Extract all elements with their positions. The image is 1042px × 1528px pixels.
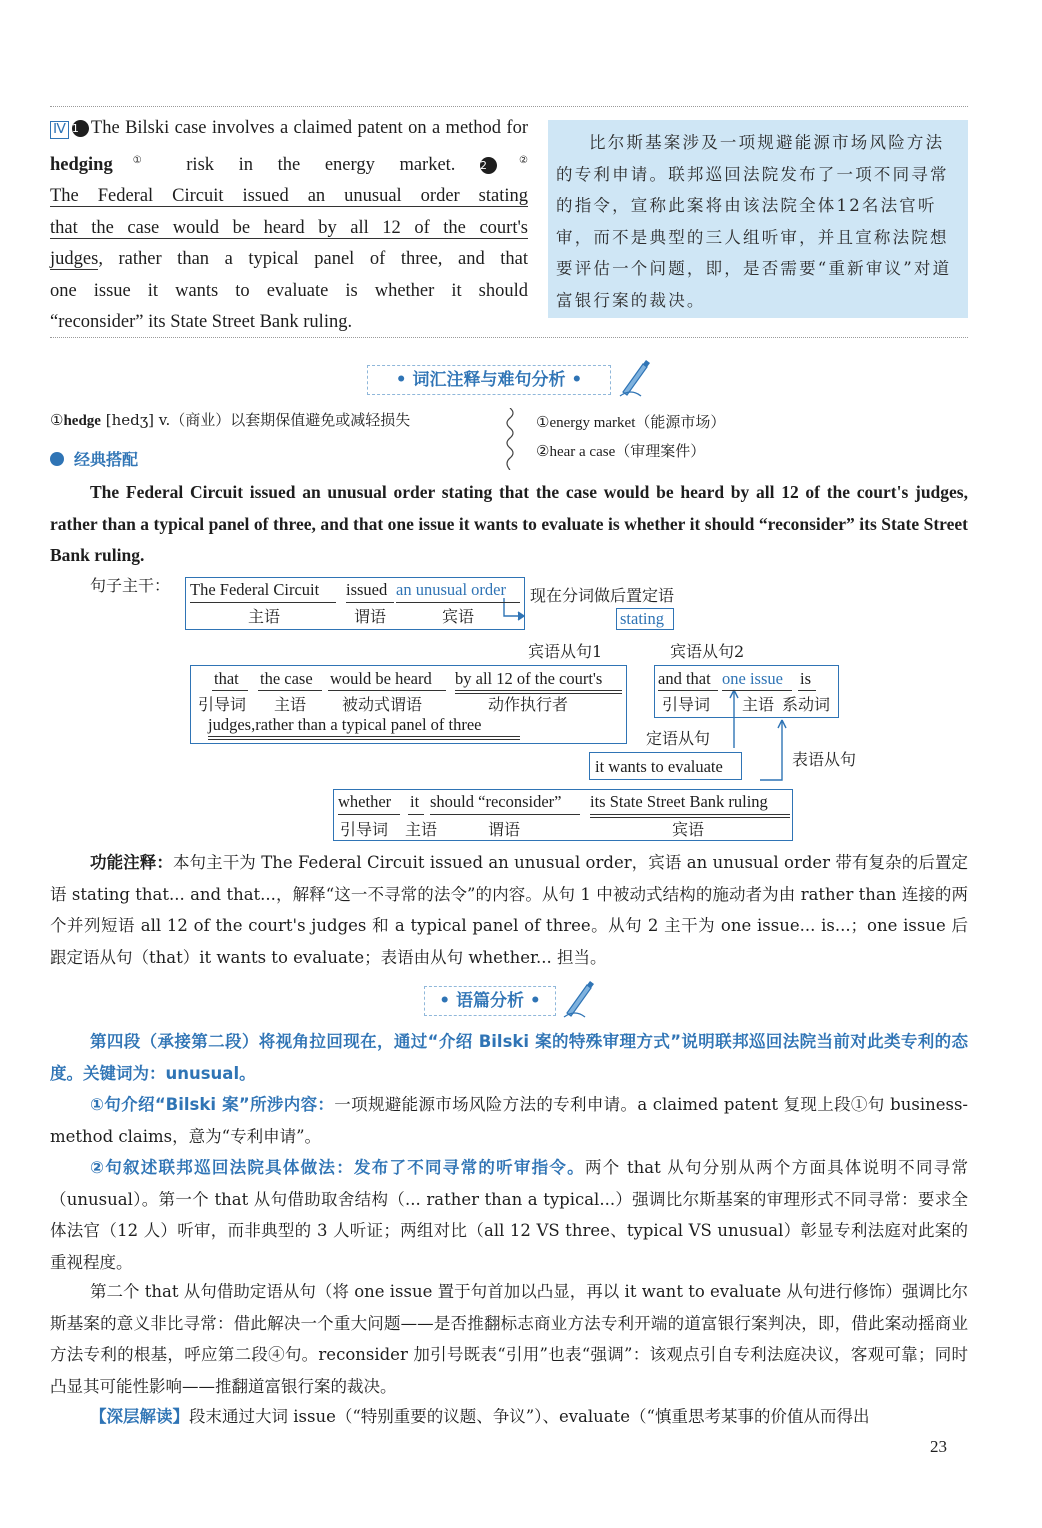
footnote-2: ②	[499, 154, 528, 166]
deep-reading-head: 【深层解读】	[90, 1407, 189, 1426]
p-label-object: 宾语	[672, 820, 705, 839]
collocation-label: 经典搭配	[74, 450, 139, 469]
predicative-label: 表语从句	[792, 750, 857, 769]
discourse-intro: 第四段（承接第二段）将视角拉回现在，通过“介绍 Bilski 案的特殊审理方式”说明联邦巡回法院当前对此类专利的态度。关键词为：unusual。	[50, 1032, 968, 1083]
p-label-intro: 引导词	[340, 820, 389, 839]
c1-agent: by all 12 of the court's	[455, 669, 603, 688]
pen-icon-2	[561, 979, 595, 1019]
sentence-2-line-2: that the case would be heard by all 12 of the court's	[50, 217, 528, 238]
sentence-2-line-4: one issue it wants to evaluate is whether it should	[50, 280, 528, 301]
sentence-number-1: 1	[72, 120, 89, 137]
sentence-number-2: 2	[480, 157, 497, 174]
p-label-subject: 主语	[405, 820, 438, 839]
discourse-p1	[50, 1089, 968, 1152]
top-divider	[50, 106, 968, 107]
diagram-verb: issued	[346, 580, 388, 599]
c2-label-subject: 主语	[742, 695, 775, 714]
passage-translation	[548, 120, 968, 318]
attributive-text: it wants to evaluate	[595, 757, 723, 776]
bullet-icon	[50, 452, 64, 466]
discourse-p2-head: ②句叙述联邦巡回法院具体做法：发布了不同寻常的听审指令。	[90, 1158, 585, 1177]
c1-underline-verb	[328, 690, 446, 691]
p-should: should “reconsider”	[430, 792, 562, 811]
translation-text: 比尔斯基案涉及一项规避能源市场风险方法的专利申请。联邦巡回法院发布了一项不同寻常的指令，宣称此案将由该法院全体12名法官听审，而不是典型的三人组听审，并且宣称法院想要评估一个问题，即，是否需要“重新审议”对道富银行案的裁决。	[556, 133, 952, 310]
p-object: its State Street Bank ruling	[590, 792, 768, 811]
c1-label-verb: 被动式谓语	[342, 695, 423, 714]
underline-object	[396, 602, 520, 603]
c1-verb: would be heard	[330, 669, 432, 688]
main-clause-label: 句子主干：	[90, 576, 171, 595]
discourse-p3: 第二个 that 从句借助定语从句（将 one issue 置于句首加以凸显，再以 it want to evaluate 从句进行修饰）强调比尔斯基案的意义非比寻常：借此解决一个重大问题——是否推翻标志商业方法专利开端的道富银行案判决，即，借此案动摇商业方法专利的根基，呼应第二段④句。reconsider 加引号既表“引用”也表“强调”：该观点引自专利法庭决议，客观可靠；同时凸显其可能性影响——推翻道富银行案的裁决。	[50, 1282, 968, 1396]
phrase-1: ①energy market（能源市场）	[536, 415, 726, 431]
discourse-p2	[50, 1152, 968, 1278]
c2-and-that: and that	[658, 669, 711, 688]
vocab-word: hedge	[63, 413, 101, 429]
p-whether: whether	[338, 792, 392, 811]
clause2-label: 宾语从句2	[670, 642, 745, 661]
c2-label-intro: 引导词	[662, 695, 711, 714]
vocab-hedge	[50, 409, 410, 432]
collocation-heading	[50, 447, 138, 470]
c1-that: that	[214, 669, 239, 688]
paragraph-marker: Ⅳ	[50, 121, 69, 139]
diagram-object: an unusual order	[396, 580, 506, 599]
hedging-word: hedging	[50, 154, 113, 175]
c2-label-linkverb: 系动词	[782, 695, 831, 714]
p-underline-whether	[338, 814, 400, 815]
pen-icon	[617, 358, 651, 398]
discourse-heading: • 语篇分析 •	[424, 986, 556, 1016]
p-label-verb: 谓语	[488, 820, 521, 839]
c2-underline-is	[798, 690, 816, 691]
discourse-p1-text: 一项规避能源市场风险方法的专利申请。a claimed patent 复现上段①句 business-method claims，意为“专利申请”。	[50, 1095, 968, 1146]
vocab-definition: [hedʒ] v.（商业）以套期保值避免或减轻损失	[100, 411, 411, 429]
postmod-note: 现在分词做后置定语	[530, 586, 675, 605]
squiggle-divider	[503, 408, 517, 470]
diagram-stating: stating	[620, 609, 664, 628]
label-object: 宾语	[442, 607, 475, 626]
passage-english	[50, 113, 528, 339]
vocab-num: ①	[50, 411, 64, 429]
vocab-heading: • 词汇注释与难句分析 •	[367, 365, 611, 395]
attributive-label: 定语从句	[646, 729, 711, 748]
c1-underline-that	[212, 690, 248, 691]
sentence-2-line-1: The Federal Circuit issued an unusual order stating	[50, 186, 528, 207]
c1-label-agent: 动作执行者	[488, 695, 569, 714]
p-underline-object	[590, 814, 790, 818]
c1-rest: judges,rather than a typical panel of three	[208, 715, 482, 734]
diagram-subject: The Federal Circuit	[190, 580, 320, 599]
discourse-p1-head: ①句介绍“Bilski 案”所涉内容：	[90, 1095, 335, 1114]
function-note-text: 本句主干为 The Federal Circuit issued an unusual order，宾语 an unusual order 带有复杂的后置定语 stating that... and that...，解释“这一不寻常的法令”的内容。从句 1 中被动式结构的施动者为由 rather than 连接的两个并列短语 all 12 of the court's judges 和 a typical panel of three。从句 2 主干为 one issue... is...；one issue 后跟定语从句（that）it wants to evaluate；表语由从句 whether... 担当。	[50, 853, 969, 967]
c2-underline-issue	[722, 690, 792, 691]
sentence-2-line-3b: , rather than a typical panel of three, and that	[98, 249, 528, 270]
label-subject: 主语	[248, 607, 281, 626]
c1-underline-case	[258, 690, 322, 691]
function-note-label: 功能注释：	[90, 853, 173, 872]
p-underline-it	[408, 814, 424, 815]
underline-subject	[190, 602, 336, 603]
discourse-p2-text: 两个 that 从句分别从两个方面具体说明不同寻常（unusual）。第一个 that 从句借助取舍结构（... rather than a typical...）强调比尔斯基案的审理形式不同寻常：要求全体法官（12 人）听审，而非典型的 3 人听证；两组对比（all 12 VS three、typical VS unusual）彰显专利法庭对此案的重视程度。	[50, 1158, 968, 1272]
c2-underline-and	[658, 690, 718, 691]
underline-verb	[346, 602, 394, 603]
sentence-1a: The Bilski case involves a claimed patent on a method for	[90, 118, 528, 138]
c2-is: is	[800, 669, 812, 688]
phrase-list	[536, 409, 725, 467]
footnote-1: ①	[112, 154, 162, 166]
c1-label-subject: 主语	[274, 695, 307, 714]
sentence-1b: risk in the energy market.	[161, 154, 456, 175]
c1-label-intro: 引导词	[198, 695, 247, 714]
phrase-2: ②hear a case（审理案件）	[536, 444, 706, 460]
discourse-deep	[50, 1401, 968, 1433]
p-underline-should	[430, 814, 580, 815]
c1-underline-rest	[208, 736, 520, 740]
c1-underline-agent	[455, 690, 622, 694]
p-it: it	[410, 792, 420, 811]
c1-case: the case	[260, 669, 313, 688]
page-number: 23	[930, 1437, 947, 1456]
key-sentence: The Federal Circuit issued an unusual order stating that the case would be heard by all 12 of the court's judges, rather than a typical panel of three, and that one issue it wants to evaluate is whether it should “reconsider” its State Street Bank ruling.	[50, 482, 968, 565]
deep-reading-text: 段末通过大词 issue（“特别重要的议题、争议”）、evaluate（“慎重思考某事的价值从而得出	[189, 1407, 870, 1426]
sentence-2-line-5: “reconsider” its State Street Bank ruling.	[50, 312, 353, 333]
label-verb: 谓语	[354, 607, 387, 626]
clause1-label: 宾语从句1	[528, 642, 603, 661]
c2-one-issue: one issue	[722, 669, 783, 688]
function-note	[50, 847, 968, 973]
sentence-2-line-3a: judges	[50, 249, 99, 270]
